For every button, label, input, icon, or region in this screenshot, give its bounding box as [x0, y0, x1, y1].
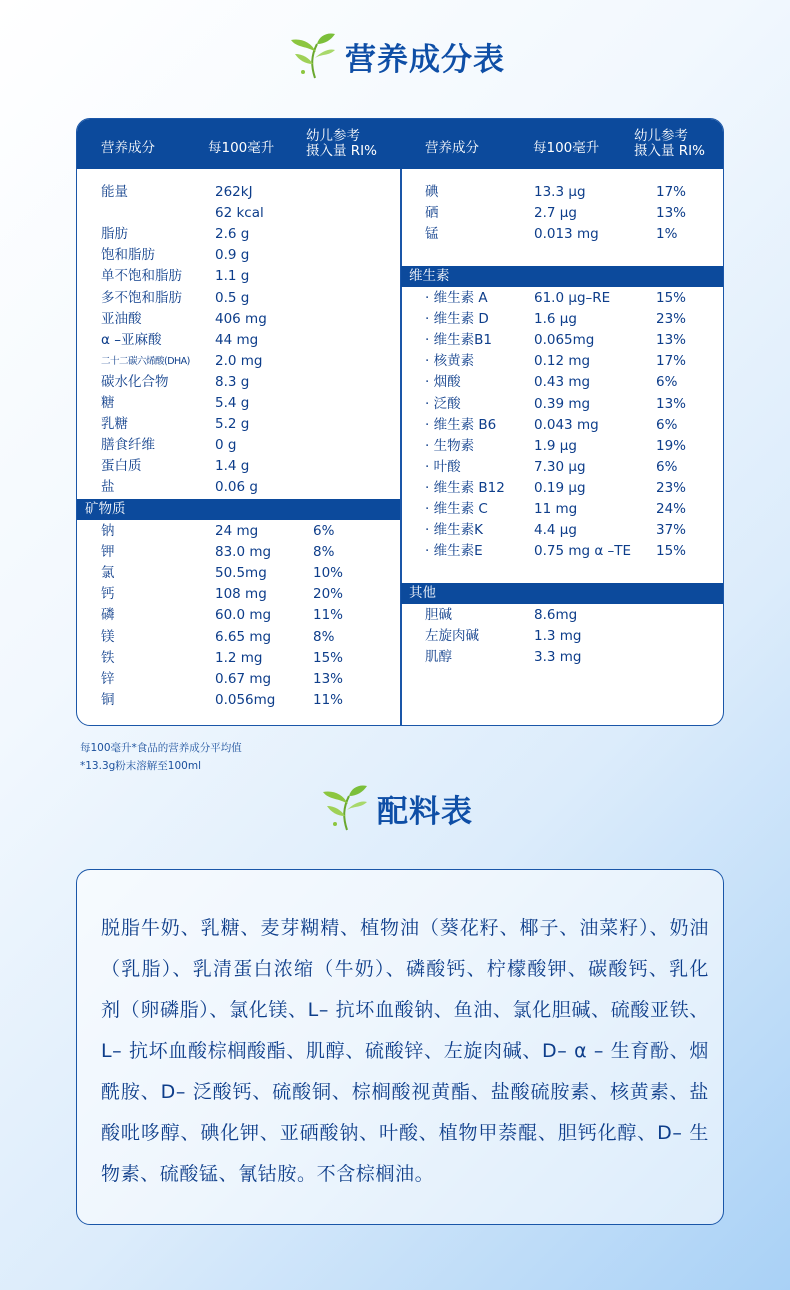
cell-value: 0.39 mg — [534, 395, 591, 412]
cell-ri: 8% — [313, 628, 335, 645]
vitamins-band: 维生素 — [401, 266, 724, 287]
cell-ri: 15% — [656, 290, 687, 306]
cell-value: 1.1 g — [215, 268, 250, 285]
cell-name: 铁 — [101, 649, 115, 666]
table-row — [401, 605, 701, 626]
cell-name: · 烟酸 — [425, 374, 461, 391]
table-row — [77, 456, 377, 477]
cell-value: 4.4 μg — [534, 522, 577, 539]
cell-value: 60.0 mg — [215, 607, 272, 624]
ingredients-title: 配料表 — [377, 793, 473, 830]
cell-value: 8.3 g — [215, 373, 250, 390]
table-row — [77, 414, 377, 435]
cell-name: 多不饱和脂肪 — [101, 289, 182, 306]
ingredients-text: 脱脂牛奶、乳糖、麦芽糊精、植物油（葵花籽、椰子、油菜籽）、奶油（乳脂）、乳清蛋白浓缩（牛奶）、磷酸钙、柠檬酸钾、碳酸钙、乳化剂（卵磷脂）、氯化镁、L– 抗坏血酸钠、鱼油、氯化胆碱、硫酸亚铁、L– 抗坏血酸棕榈酸酯、肌醇、硫酸锌、左旋肉碱、D– α – 生育酚、烟酰胺、D– 泛酸钙、硫酸铜、棕榈酸视黄酯、盐酸硫胺素、核黄素、盐酸吡哆醇、碘化钾、亚硒酸钠、叶酸、植物甲萘醌、胆钙化醇、D– 生物素、硫酸锰、氰钴胺。不含棕榈油。 — [101, 917, 709, 1185]
header-ri-right: 幼儿参考 摄入量 RI% — [634, 128, 705, 159]
cell-value: 50.5mg — [215, 565, 267, 582]
cell-name: 胆碱 — [425, 607, 452, 623]
cell-value: 3.3 mg — [534, 649, 582, 666]
table-row — [401, 224, 701, 245]
nutrition-title: 营养成分表 — [345, 41, 505, 78]
cell-ri: 15% — [656, 543, 687, 560]
cell-value: 83.0 mg — [215, 544, 272, 561]
cell-name: 能量 — [101, 184, 128, 200]
cell-value: 0.67 mg — [215, 670, 272, 687]
header-nutrient-left: 营养成分 — [101, 140, 155, 156]
table-row — [401, 394, 701, 415]
cell-ri: 1% — [656, 226, 678, 243]
cell-ri: 6% — [656, 416, 678, 433]
cell-name: 锰 — [425, 226, 439, 243]
cell-name: 钠 — [101, 523, 115, 539]
cell-value: 44 mg — [215, 331, 259, 348]
cell-value: 0.19 μg — [534, 479, 586, 496]
cell-value: 0.75 mg α –TE — [534, 543, 632, 560]
ingredients-title-block — [0, 782, 790, 834]
cell-name: 糖 — [101, 395, 115, 411]
table-row — [77, 182, 377, 203]
cell-ri: 24% — [656, 501, 687, 517]
cell-value: 13.3 μg — [534, 184, 586, 200]
cell-name: 单不饱和脂肪 — [101, 268, 182, 285]
table-row — [77, 288, 377, 309]
table-header — [77, 119, 723, 169]
cell-ri: 17% — [656, 184, 687, 200]
cell-name: 碳水化合物 — [101, 373, 169, 390]
cell-ri: 23% — [656, 479, 687, 496]
cell-value: 0.12 mg — [534, 353, 591, 370]
table-row — [401, 288, 701, 309]
cell-value: 2.0 mg — [215, 352, 263, 369]
table-row — [401, 647, 701, 668]
cell-ri: 6% — [656, 374, 678, 391]
table-row — [77, 393, 377, 414]
others-band: 其他 — [401, 583, 724, 604]
cell-name: 铜 — [101, 691, 115, 708]
table-row — [77, 521, 377, 542]
cell-value: 6.65 mg — [215, 628, 272, 645]
table-row — [77, 245, 377, 266]
footnote-1: 每100毫升*食品的营养成分平均值 — [80, 742, 242, 754]
header-per100-left: 每100毫升 — [208, 140, 275, 156]
table-row — [77, 542, 377, 563]
cell-value: 0.043 mg — [534, 416, 599, 433]
cell-ri: 19% — [656, 437, 687, 454]
table-row — [401, 520, 701, 541]
cell-value: 5.4 g — [215, 395, 250, 411]
cell-value: 406 mg — [215, 310, 267, 327]
table-row — [401, 351, 701, 372]
cell-value: 62 kcal — [215, 205, 264, 222]
table-row — [77, 669, 377, 690]
cell-ri: 13% — [656, 395, 687, 412]
cell-value: 0.5 g — [215, 289, 250, 306]
nutrition-title-block — [0, 30, 790, 82]
table-row — [77, 584, 377, 605]
table-row — [401, 309, 701, 330]
table-row — [77, 477, 377, 498]
cell-ri: 11% — [313, 607, 344, 624]
cell-name: 左旋肉碱 — [425, 628, 479, 645]
cell-name: α –亚麻酸 — [101, 331, 162, 348]
cell-name: · 生物素 — [425, 437, 475, 454]
cell-value: 0.06 g — [215, 479, 258, 496]
cell-name: 氯 — [101, 565, 115, 582]
cell-name: 乳糖 — [101, 416, 128, 433]
cell-value: 7.30 μg — [534, 458, 586, 475]
table-row — [77, 351, 377, 372]
cell-name: · 叶酸 — [425, 458, 461, 475]
table-row — [77, 435, 377, 456]
cell-name: · 维生素 C — [425, 501, 488, 517]
cell-ri: 17% — [656, 353, 687, 370]
cell-name: 钙 — [101, 586, 115, 603]
table-row — [401, 626, 701, 647]
cell-name: 蛋白质 — [101, 458, 142, 475]
table-row — [401, 182, 701, 203]
cell-value: 0.013 mg — [534, 226, 599, 243]
nutrition-table — [76, 118, 724, 726]
leaf-sprig-icon — [317, 782, 373, 834]
table-row — [77, 627, 377, 648]
leaf-sprig-icon — [285, 30, 341, 82]
cell-name: 磷 — [101, 607, 115, 624]
cell-name: · 泛酸 — [425, 395, 461, 412]
cell-name: · 维生素B1 — [425, 332, 492, 349]
cell-value: 262kJ — [215, 184, 253, 200]
cell-ri: 23% — [656, 311, 687, 328]
table-row — [401, 415, 701, 436]
cell-name: 饱和脂肪 — [101, 247, 155, 264]
cell-name: · 维生素 A — [425, 290, 488, 306]
cell-name: · 维生素 D — [425, 311, 489, 328]
cell-ri: 13% — [656, 205, 687, 222]
cell-name: · 维生素E — [425, 543, 483, 560]
cell-name: 锌 — [101, 670, 115, 687]
cell-value: 1.9 μg — [534, 437, 577, 454]
table-row — [401, 372, 701, 393]
cell-name: 膳食纤维 — [101, 437, 155, 454]
cell-value: 61.0 μg–RE — [534, 290, 611, 306]
table-row — [77, 266, 377, 287]
table-row — [77, 224, 377, 245]
cell-name: · 维生素 B12 — [425, 479, 505, 496]
header-ri-left: 幼儿参考 摄入量 RI% — [306, 128, 377, 159]
cell-ri: 8% — [313, 544, 335, 561]
cell-ri: 10% — [313, 565, 344, 582]
cell-value: 2.6 g — [215, 226, 250, 243]
cell-ri: 13% — [656, 332, 687, 349]
cell-name: 硒 — [425, 205, 439, 222]
cell-ri: 6% — [313, 523, 335, 539]
cell-name: 钾 — [101, 544, 115, 561]
cell-name: 脂肪 — [101, 226, 128, 243]
table-row — [401, 330, 701, 351]
cell-value: 1.2 mg — [215, 649, 263, 666]
cell-name: 盐 — [101, 479, 115, 496]
cell-value: 0 g — [215, 437, 237, 454]
cell-ri: 37% — [656, 522, 687, 539]
cell-value: 1.6 μg — [534, 311, 577, 328]
cell-value: 1.3 mg — [534, 628, 582, 645]
table-row — [401, 436, 701, 457]
cell-value: 0.9 g — [215, 247, 250, 264]
table-row — [77, 330, 377, 351]
minerals-band: 矿物质 — [77, 499, 400, 520]
cell-ri: 20% — [313, 586, 344, 603]
cell-ri: 13% — [313, 670, 344, 687]
cell-ri: 15% — [313, 649, 344, 666]
cell-value: 8.6mg — [534, 607, 578, 623]
table-row — [401, 499, 701, 520]
table-row — [77, 372, 377, 393]
cell-ri: 11% — [313, 691, 344, 708]
cell-value: 108 mg — [215, 586, 267, 603]
table-row — [77, 605, 377, 626]
cell-name: 碘 — [425, 184, 439, 200]
table-row — [401, 203, 701, 224]
cell-name: 镁 — [101, 628, 115, 645]
cell-name: 二十二碳六烯酸(DHA) — [101, 355, 190, 367]
cell-value: 0.056mg — [215, 691, 276, 708]
cell-value: 5.2 g — [215, 416, 250, 433]
table-row — [77, 690, 377, 711]
header-per100-right: 每100毫升 — [533, 140, 600, 156]
cell-name: · 维生素 B6 — [425, 416, 497, 433]
footnote-2: *13.3g粉末溶解至100ml — [80, 760, 201, 772]
cell-value: 0.43 mg — [534, 374, 591, 391]
cell-value: 24 mg — [215, 523, 259, 539]
ingredients-box — [76, 869, 724, 1225]
table-row — [401, 541, 701, 562]
cell-name: 肌醇 — [425, 649, 452, 666]
cell-name: · 维生素K — [425, 522, 483, 539]
cell-name: · 核黄素 — [425, 353, 475, 370]
cell-value: 2.7 μg — [534, 205, 577, 222]
table-row — [401, 457, 701, 478]
cell-name: 亚油酸 — [101, 310, 142, 327]
cell-value: 11 mg — [534, 501, 578, 517]
cell-value: 0.065mg — [534, 332, 595, 349]
table-row — [77, 563, 377, 584]
table-row — [401, 478, 701, 499]
table-row — [77, 309, 377, 330]
cell-ri: 6% — [656, 458, 678, 475]
table-row — [77, 203, 377, 224]
cell-value: 1.4 g — [215, 458, 250, 475]
header-nutrient-right: 营养成分 — [425, 140, 479, 156]
table-row — [77, 648, 377, 669]
